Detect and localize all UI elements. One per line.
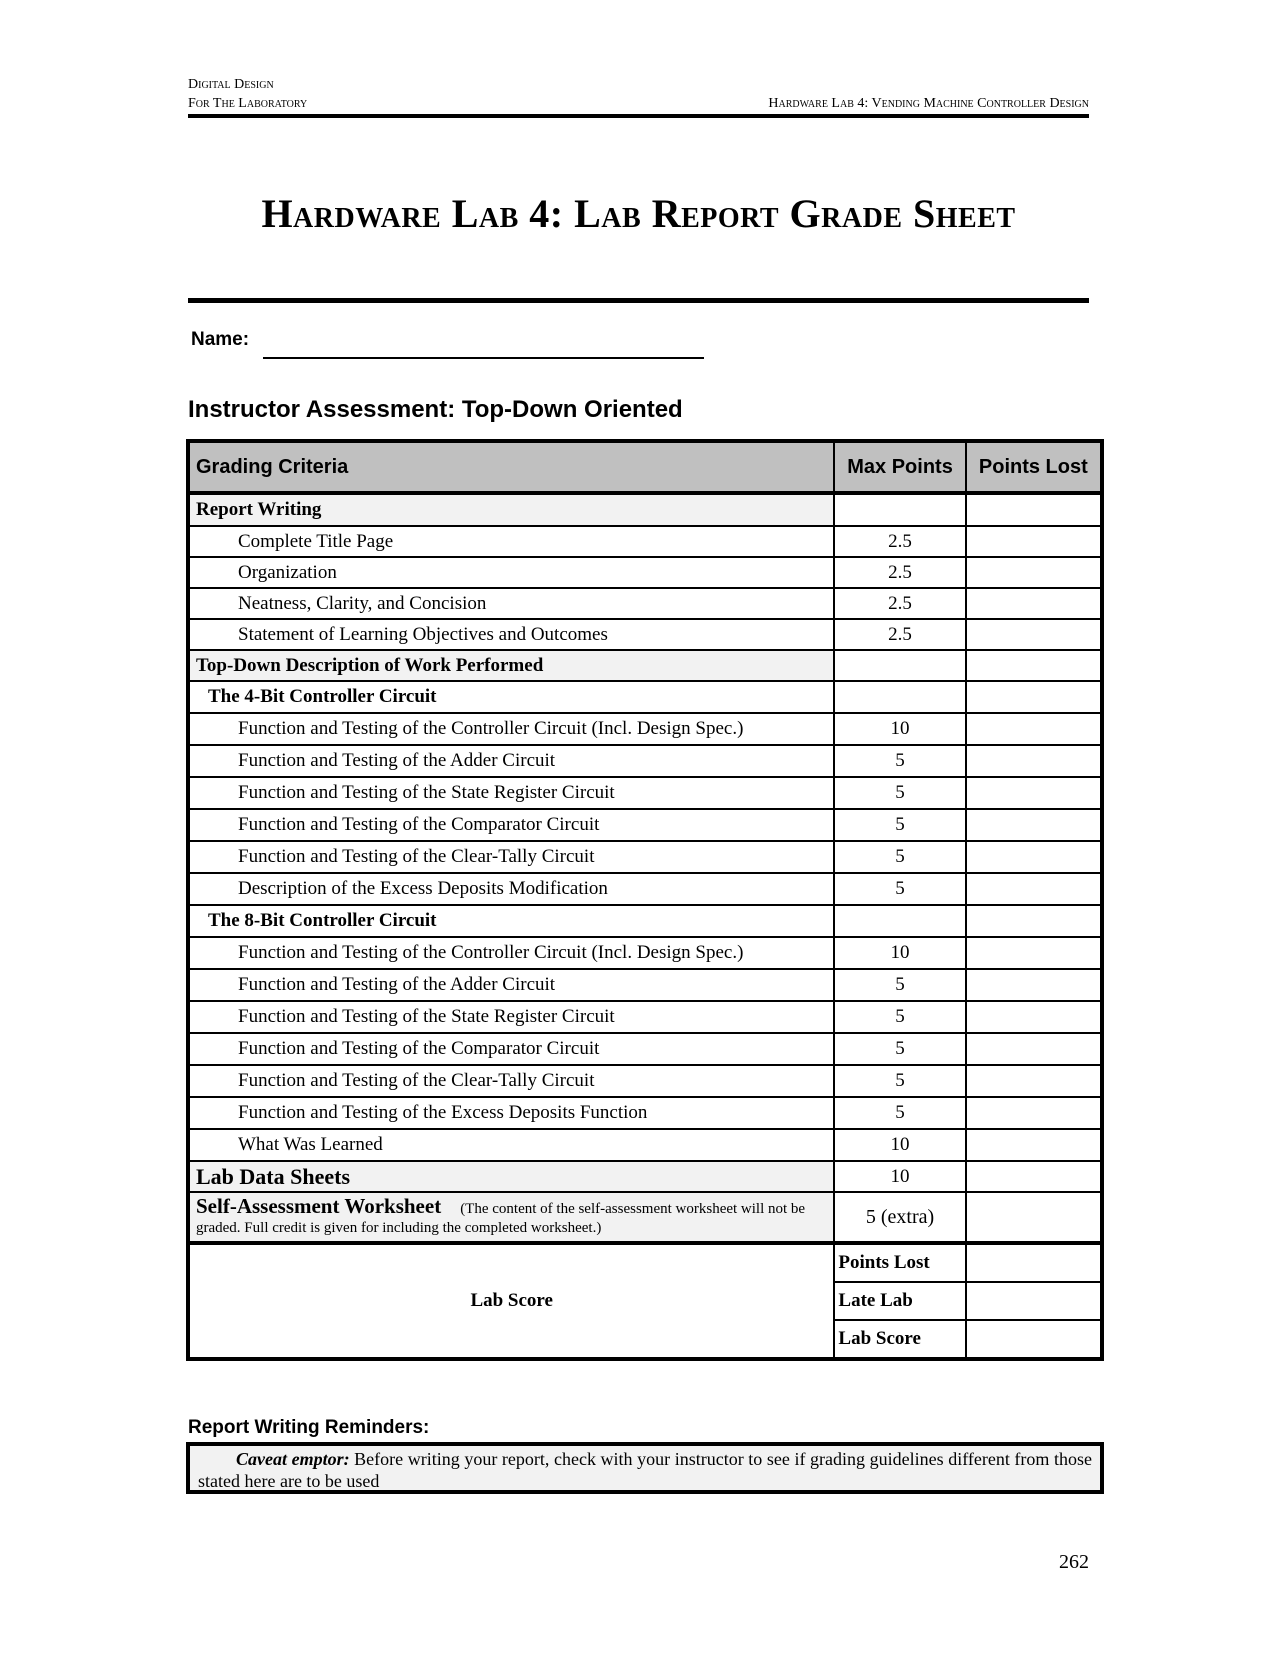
- table-row: [188, 526, 1102, 557]
- points-lost-cell[interactable]: [966, 681, 1102, 713]
- table-row: [188, 841, 1102, 873]
- points-lost-cell[interactable]: [966, 526, 1102, 557]
- criteria-label: What Was Learned: [188, 1129, 834, 1161]
- points-lost-cell[interactable]: [966, 745, 1102, 777]
- max-points-cell: 10: [834, 937, 965, 969]
- self-assessment-cell: [188, 1192, 834, 1243]
- lab-score-cell[interactable]: [966, 1320, 1102, 1359]
- points-lost-total-cell[interactable]: [966, 1243, 1102, 1282]
- page-title: Hardware Lab 4: Lab Report Grade Sheet: [261, 191, 1016, 236]
- max-points-cell: 5: [834, 873, 965, 905]
- late-lab-cell[interactable]: [966, 1282, 1102, 1320]
- table-row: [188, 1065, 1102, 1097]
- criteria-label: Function and Testing of the Controller Circuit (Incl. Design Spec.): [188, 937, 834, 969]
- header-rule: [188, 114, 1089, 118]
- max-points-cell: 5: [834, 969, 965, 1001]
- criteria-label: Neatness, Clarity, and Concision: [188, 588, 834, 619]
- criteria-label: Function and Testing of the Excess Deposits Function: [188, 1097, 834, 1129]
- max-points-cell: 10: [834, 1161, 965, 1192]
- criteria-label: Organization: [188, 557, 834, 588]
- criteria-label: Statement of Learning Objectives and Outcomes: [188, 619, 834, 650]
- table-row: [188, 493, 1102, 526]
- table-row: [188, 777, 1102, 809]
- title-rule: [188, 298, 1089, 303]
- criteria-label: Function and Testing of the Adder Circuit: [188, 745, 834, 777]
- criteria-label: Complete Title Page: [188, 526, 834, 557]
- table-row: [188, 1129, 1102, 1161]
- column-header-max-points: Max Points: [834, 441, 965, 493]
- criteria-label: Function and Testing of the Controller Circuit (Incl. Design Spec.): [188, 713, 834, 745]
- max-points-cell: 5: [834, 1097, 965, 1129]
- grading-table: [186, 439, 1104, 1361]
- max-points-cell: 2.5: [834, 619, 965, 650]
- table-row: [188, 557, 1102, 588]
- points-lost-cell[interactable]: [966, 969, 1102, 1001]
- points-lost-cell[interactable]: [966, 1097, 1102, 1129]
- header-course-line2: For The Laboratory: [188, 96, 308, 111]
- criteria-label: Function and Testing of the State Register Circuit: [188, 1001, 834, 1033]
- criteria-label: Function and Testing of the Comparator Circuit: [188, 809, 834, 841]
- self-assessment-title: Self-Assessment Worksheet: [196, 1194, 442, 1218]
- criteria-label: Function and Testing of the Comparator Circuit: [188, 1033, 834, 1065]
- max-points-cell: 5: [834, 745, 965, 777]
- reminders-box: [186, 1442, 1104, 1494]
- max-points-cell: 2.5: [834, 557, 965, 588]
- criteria-subgroup-label: The 8-Bit Controller Circuit: [188, 905, 834, 937]
- table-row: [188, 937, 1102, 969]
- max-points-cell: 2.5: [834, 588, 965, 619]
- max-points-cell: 5: [834, 1033, 965, 1065]
- table-row: [188, 1192, 1102, 1243]
- running-header-right: Hardware Lab 4: Vending Machine Controller Design: [768, 96, 1089, 111]
- table-row: [188, 650, 1102, 681]
- table-row: [188, 809, 1102, 841]
- points-lost-cell[interactable]: [966, 1033, 1102, 1065]
- table-row: [188, 1097, 1102, 1129]
- max-points-cell: 10: [834, 1129, 965, 1161]
- points-lost-cell[interactable]: [966, 1129, 1102, 1161]
- section-heading: Instructor Assessment: Top-Down Oriented: [188, 396, 683, 423]
- name-field-line[interactable]: [263, 357, 704, 359]
- criteria-label: Function and Testing of the Adder Circuit: [188, 969, 834, 1001]
- max-points-cell: 5 (extra): [834, 1192, 965, 1243]
- criteria-subgroup-label: The 4-Bit Controller Circuit: [188, 681, 834, 713]
- points-lost-cell[interactable]: [966, 905, 1102, 937]
- max-points-cell: [834, 493, 965, 526]
- points-lost-cell[interactable]: [966, 588, 1102, 619]
- max-points-cell: 10: [834, 713, 965, 745]
- points-lost-cell[interactable]: [966, 873, 1102, 905]
- criteria-group-label: Top-Down Description of Work Performed: [188, 650, 834, 681]
- points-lost-cell[interactable]: [966, 1161, 1102, 1192]
- late-lab-label: Late Lab: [834, 1282, 965, 1320]
- max-points-cell: 5: [834, 1001, 965, 1033]
- summary-row: [188, 1243, 1102, 1282]
- criteria-label: Function and Testing of the Clear-Tally Circuit: [188, 1065, 834, 1097]
- table-row: [188, 905, 1102, 937]
- table-row: [188, 745, 1102, 777]
- criteria-label: Description of the Excess Deposits Modification: [188, 873, 834, 905]
- table-row: [188, 619, 1102, 650]
- reminder-lead: Caveat emptor:: [236, 1449, 350, 1469]
- self-assessment-note: (The content of the self-assessment worksheet will not be graded. Full credit is given for including the completed worksheet.): [196, 1201, 806, 1236]
- points-lost-label: Points Lost: [834, 1243, 965, 1282]
- points-lost-cell[interactable]: [966, 841, 1102, 873]
- points-lost-cell[interactable]: [966, 1192, 1102, 1243]
- table-row: [188, 873, 1102, 905]
- table-row: [188, 1001, 1102, 1033]
- max-points-cell: 5: [834, 777, 965, 809]
- table-row: [188, 588, 1102, 619]
- lab-score-row-label: Lab Score: [834, 1320, 965, 1359]
- column-header-points-lost: Points Lost: [966, 441, 1102, 493]
- running-header-left: [188, 75, 307, 113]
- max-points-cell: 5: [834, 809, 965, 841]
- table-header-row: [188, 441, 1102, 493]
- points-lost-cell[interactable]: [966, 493, 1102, 526]
- table-row: [188, 1161, 1102, 1192]
- max-points-cell: 5: [834, 1065, 965, 1097]
- column-header-criteria: Grading Criteria: [188, 441, 834, 493]
- max-points-cell: 5: [834, 841, 965, 873]
- criteria-group-label: Report Writing: [188, 493, 834, 526]
- max-points-cell: 2.5: [834, 526, 965, 557]
- criteria-label: Function and Testing of the State Register Circuit: [188, 777, 834, 809]
- points-lost-cell[interactable]: [966, 777, 1102, 809]
- reminder-text: Before writing your report, check with your instructor to see if grading guidelines different from those stated here are to be used: [198, 1449, 1092, 1491]
- criteria-group-label: Lab Data Sheets: [188, 1161, 834, 1192]
- points-lost-cell[interactable]: [966, 1001, 1102, 1033]
- lab-score-label: Lab Score: [188, 1243, 834, 1359]
- points-lost-cell[interactable]: [966, 557, 1102, 588]
- max-points-cell: [834, 905, 965, 937]
- page-number: 262: [1059, 1551, 1089, 1573]
- name-label: Name:: [191, 329, 250, 350]
- header-course-line1: Digital Design: [188, 77, 274, 92]
- max-points-cell: [834, 650, 965, 681]
- criteria-label: Function and Testing of the Clear-Tally Circuit: [188, 841, 834, 873]
- table-row: [188, 969, 1102, 1001]
- max-points-cell: [834, 681, 965, 713]
- table-row: [188, 1033, 1102, 1065]
- points-lost-cell[interactable]: [966, 619, 1102, 650]
- points-lost-cell[interactable]: [966, 650, 1102, 681]
- table-row: [188, 713, 1102, 745]
- points-lost-cell[interactable]: [966, 1065, 1102, 1097]
- points-lost-cell[interactable]: [966, 713, 1102, 745]
- points-lost-cell[interactable]: [966, 937, 1102, 969]
- table-row: [188, 681, 1102, 713]
- points-lost-cell[interactable]: [966, 809, 1102, 841]
- reminders-heading: Report Writing Reminders:: [188, 1417, 430, 1438]
